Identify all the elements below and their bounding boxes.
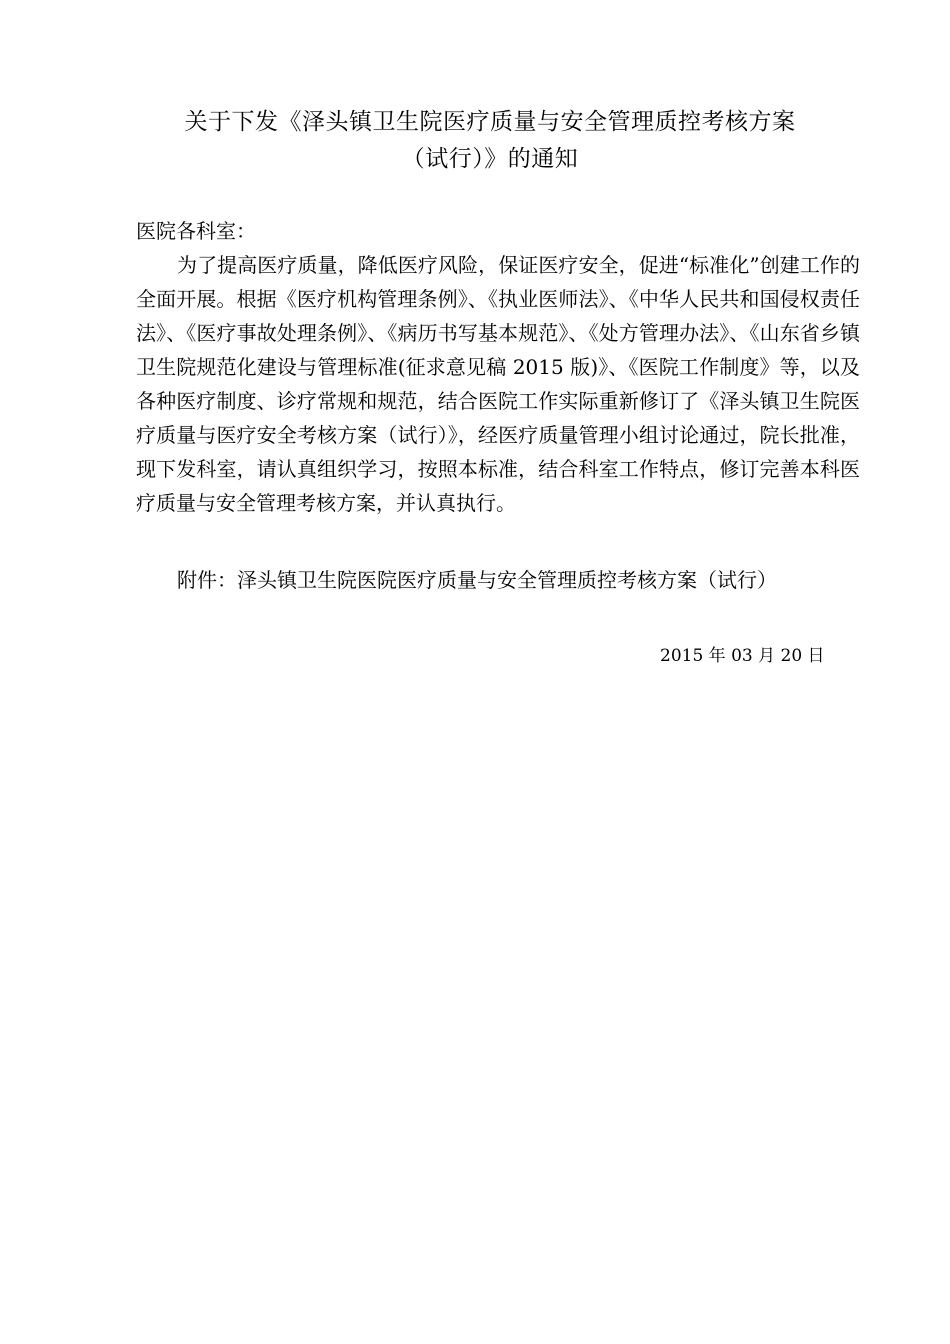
salutation: 医院各科室： bbox=[136, 219, 256, 243]
title-line-1: 关于下发《泽头镇卫生院医疗质量与安全管理质控考核方案 bbox=[184, 109, 796, 135]
document-title bbox=[120, 104, 860, 178]
attachment-line: 附件：泽头镇卫生院医院医疗质量与安全管理质控考核方案（试行） bbox=[177, 568, 777, 592]
body-paragraph: 为了提高医疗质量，降低医疗风险，保证医疗安全，促进“标准化”创建工作的全面开展。根据《医疗机构管理条例》、《执业医师法》、《中华人民共和国侵权责任法》、《医疗事故处理条例》、《病历书写基本规范》、《处方管理办法》、《山东省乡镇卫生院规范化建设与管理标准(征求意见稿 2015 版)》、《医院工作制度》等，以及各种医疗制度、诊疗常规和规范，结合医院工作实际重新修订了《泽头镇卫生院医疗质量与医疗安全考核方案（试行）》，经医疗质量管理小组讨论通过，院长批准，现下发科室，请认真组织学习，按照本标准，结合科室工作特点，修订完善本科医疗质量与安全管理考核方案，并认真执行。 bbox=[136, 253, 860, 515]
title-line-2: （试行）》的通知 bbox=[401, 146, 579, 172]
document-date: 2015 年 03 月 20 日 bbox=[660, 646, 825, 666]
